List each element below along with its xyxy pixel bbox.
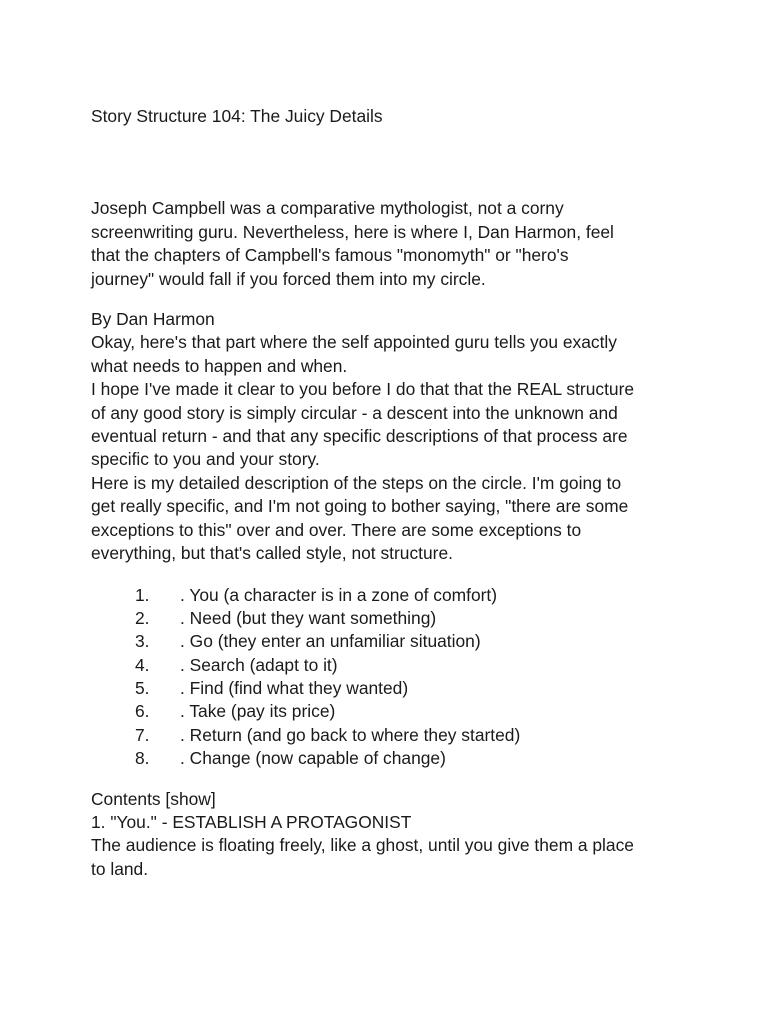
- intro-line: screenwriting guru. Nevertheless, here is where I, Dan Harmon, feel: [91, 221, 614, 242]
- list-item: [91, 747, 691, 770]
- step-text: . Need (but they want something): [180, 607, 437, 628]
- section-line: The audience is floating freely, like a ghost, until you give them a place: [91, 835, 634, 856]
- body-line: eventual return - and that any specific descriptions of that process are: [91, 426, 628, 447]
- body-line: get really specific, and I'm not going to bother saying, "there are some: [91, 496, 629, 517]
- body-line: Okay, here's that part where the self appointed guru tells you exactly: [91, 332, 617, 353]
- step-number: 2.: [135, 607, 150, 628]
- list-item: [91, 654, 691, 677]
- body-line: specific to you and your story.: [91, 449, 320, 470]
- step-text: . Return (and go back to where they started): [180, 724, 521, 745]
- step-text: . Change (now capable of change): [180, 748, 446, 769]
- byline: By Dan Harmon: [91, 309, 215, 330]
- body-line: what needs to happen and when.: [91, 355, 348, 376]
- intro-line: Joseph Campbell was a comparative mythologist, not a corny: [91, 198, 564, 219]
- steps-list: [91, 584, 691, 771]
- step-number: 6.: [135, 701, 150, 722]
- list-item: [91, 630, 691, 653]
- list-item: [91, 584, 691, 607]
- body-line: Here is my detailed description of the steps on the circle. I'm going to: [91, 472, 622, 493]
- body-line: exceptions to this" over and over. There are some exceptions to: [91, 519, 582, 540]
- list-item: [91, 724, 691, 747]
- step-text: . Search (adapt to it): [180, 654, 338, 675]
- step-text: . Go (they enter an unfamiliar situation): [180, 631, 481, 652]
- contents-section: [91, 788, 691, 882]
- document-body: [91, 105, 691, 881]
- body-paragraph: [91, 308, 691, 565]
- step-text: . Find (find what they wanted): [180, 678, 409, 699]
- step-number: 4.: [135, 654, 150, 675]
- step-number: 8.: [135, 748, 150, 769]
- section-line: to land.: [91, 858, 149, 879]
- step-number: 5.: [135, 678, 150, 699]
- step-text: . You (a character is in a zone of comfort): [180, 584, 498, 605]
- step-number: 7.: [135, 724, 150, 745]
- step-number: 3.: [135, 631, 150, 652]
- list-item: [91, 677, 691, 700]
- intro-line: that the chapters of Campbell's famous "monomyth" or "hero's: [91, 245, 569, 266]
- document-title: Story Structure 104: The Juicy Details: [91, 106, 383, 126]
- body-line: I hope I've made it clear to you before I do that that the REAL structure: [91, 379, 635, 400]
- body-line: of any good story is simply circular - a descent into the unknown and: [91, 402, 618, 423]
- intro-paragraph: [91, 197, 691, 291]
- contents-toggle-link[interactable]: Contents [show]: [91, 788, 216, 809]
- intro-line: journey" would fall if you forced them into my circle.: [91, 268, 486, 289]
- list-item: [91, 607, 691, 630]
- step-number: 1.: [135, 584, 150, 605]
- body-line: everything, but that's called style, not structure.: [91, 543, 453, 564]
- list-item: [91, 700, 691, 723]
- step-text: . Take (pay its price): [180, 701, 336, 722]
- section-heading: 1. "You." - ESTABLISH A PROTAGONIST: [91, 812, 412, 833]
